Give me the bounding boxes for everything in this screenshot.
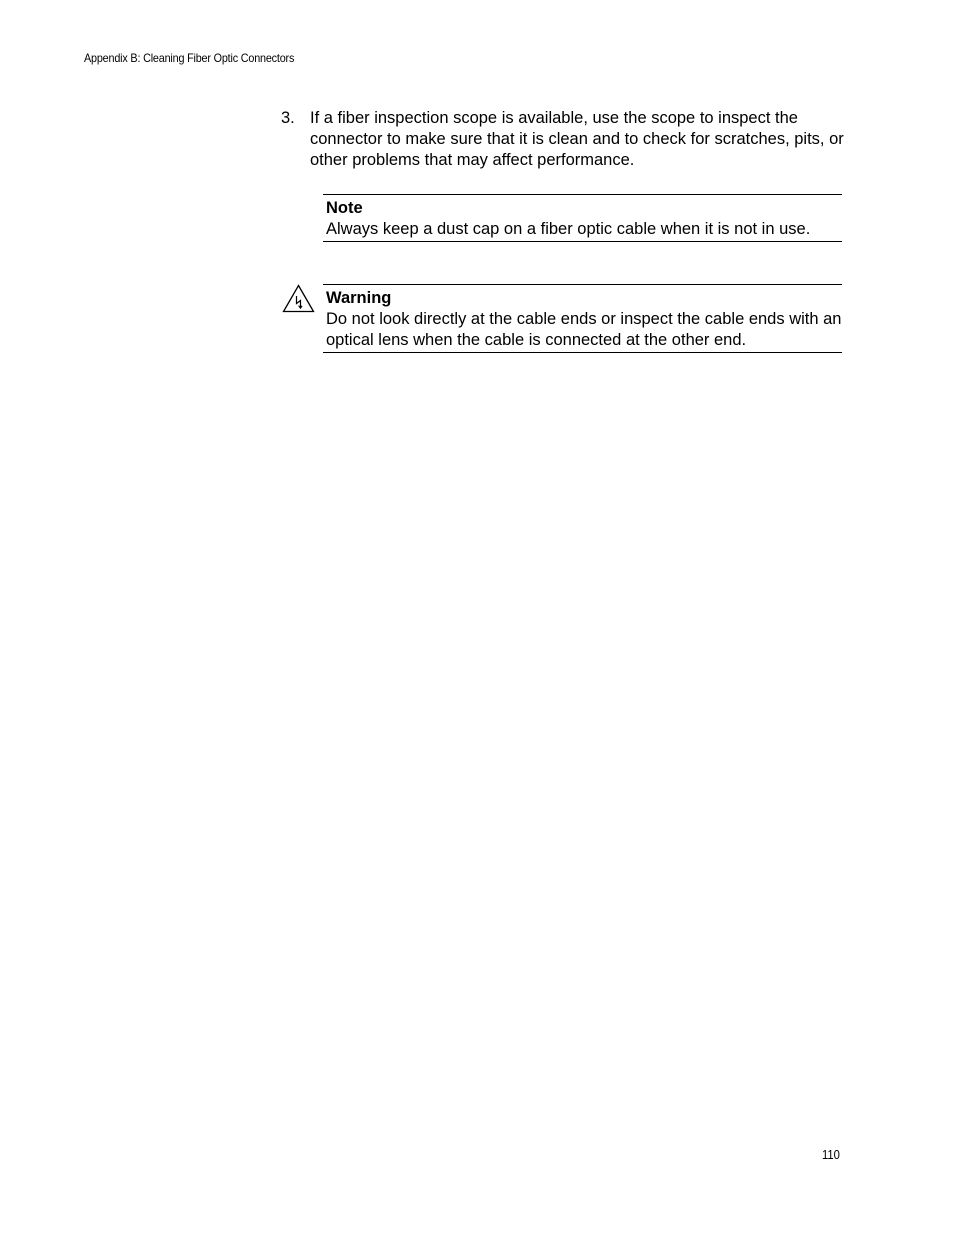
page-number: 110 [822, 1148, 840, 1162]
running-header: Appendix B: Cleaning Fiber Optic Connectors [84, 51, 295, 65]
note-text: Always keep a dust cap on a fiber optic cable when it is not in use. [326, 220, 811, 238]
step-text: If a fiber inspection scope is available, use the scope to inspect the connector to make sure that it is clean and to check for scratches, pits, or other problems that may affect performance. [310, 109, 844, 169]
electrical-hazard-triangle-icon [282, 284, 315, 313]
warning-title: Warning [326, 289, 392, 307]
step-number: 3. [281, 109, 295, 127]
note-title: Note [326, 199, 363, 217]
warning-text: Do not look directly at the cable ends or inspect the cable ends with an optical lens when the cable is connected at the other end. [326, 310, 842, 349]
step-3 [281, 108, 851, 171]
note-callout [323, 194, 842, 242]
warning-callout [323, 284, 842, 353]
